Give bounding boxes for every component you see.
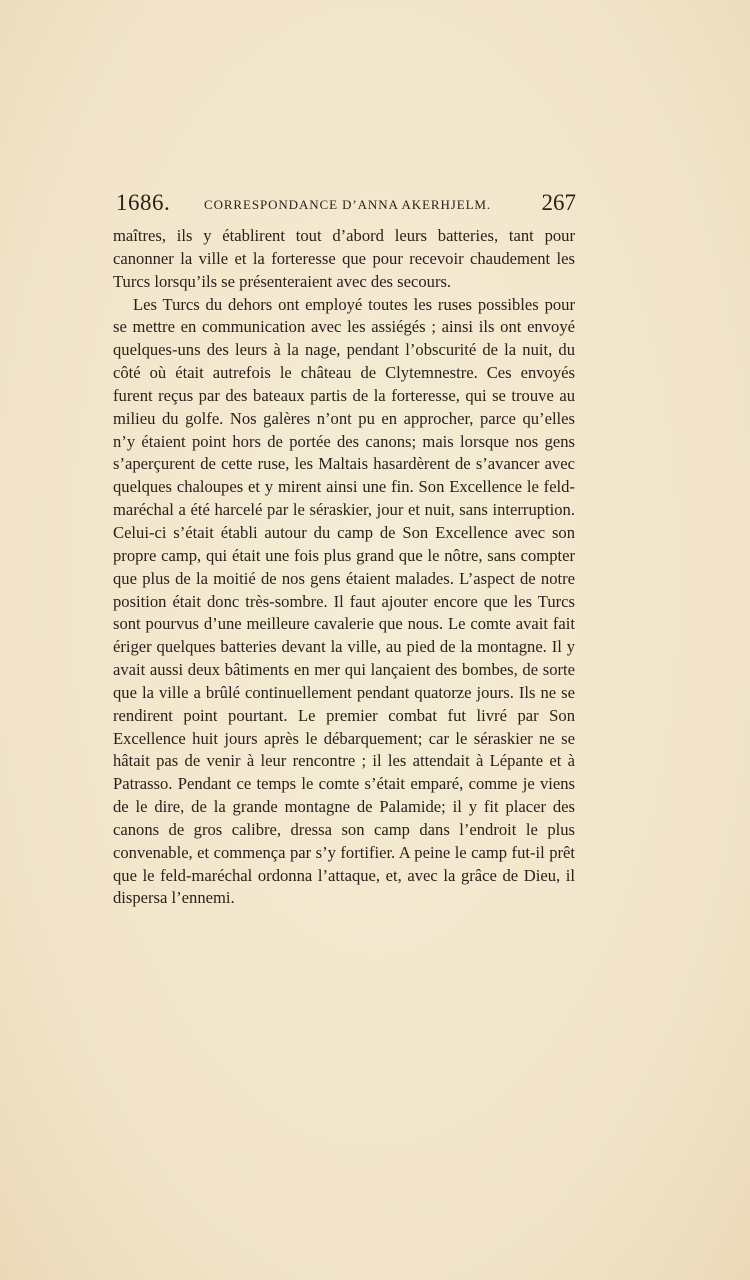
body-text <box>113 225 575 910</box>
paragraph: Les Turcs du dehors ont employé toutes les ruses possibles pour se mettre en communication avec les assiégés ; ainsi ils ont envoyé quelques-uns des leurs à la nage, pendant l’obscurité de la nuit, du côté où était autrefois le château de Clytemnestre. Ces envoyés furent reçus par des bateaux partis de la forteresse, qui se trouve au milieu du golfe. Nos galères n’ont pu en approcher, parce qu’elles n’y étaient point hors de portée des canons; mais lorsque nos gens s’aperçurent de cette ruse, les Maltais hasardèrent de s’avancer avec quelques chaloupes et y mirent ainsi une fin. Son Excellence le feld-maréchal a été harcelé par le séraskier, jour et nuit, sans interruption. Celui-ci s’était établi autour du camp de Son Excellence avec son propre camp, qui était une fois plus grand que le nôtre, sans compter que plus de la moitié de nos gens étaient malades. L’aspect de notre position était donc très-sombre. Il faut ajouter encore que les Turcs sont pourvus d’une meilleure cavalerie que nous. Le comte avait fait ériger quelques batteries devant la ville, au pied de la montagne. Il y avait aussi deux bâtiments en mer qui lançaient des bombes, de sorte que la ville a brûlé continuellement pendant quatorze jours. Ils ne se rendirent point pourtant. Le premier combat fut livré par Son Excellence huit jours après le débarquement; car le séraskier ne se hâtait pas de venir à leur rencontre ; il les attendait à Lépante et à Patrasso. Pendant ce temps le comte s’était emparé, comme je viens de le dire, de la grande montagne de Palamide; il y fit placer des canons de gros calibre, dressa son camp dans l’endroit le plus convenable, et commença par s’y fortifier. A peine le camp fut-il prêt que le feld-maréchal ordonna l’attaque, et, avec la grâce de Dieu, il dispersa l’ennemi. <box>113 294 575 908</box>
header-title: CORRESPONDANCE D’ANNA AKERHJELM. <box>204 197 492 212</box>
paragraph-continuation: maîtres, ils y établirent tout d’abord leurs batteries, tant pour canonner la ville et la forteresse que pour recevoir chaudement les Turcs lorsqu’ils se présenteraient avec des secours. <box>113 226 575 291</box>
header-year: 1686. <box>116 190 171 215</box>
running-head <box>116 190 576 222</box>
page-number: 267 <box>541 190 576 215</box>
